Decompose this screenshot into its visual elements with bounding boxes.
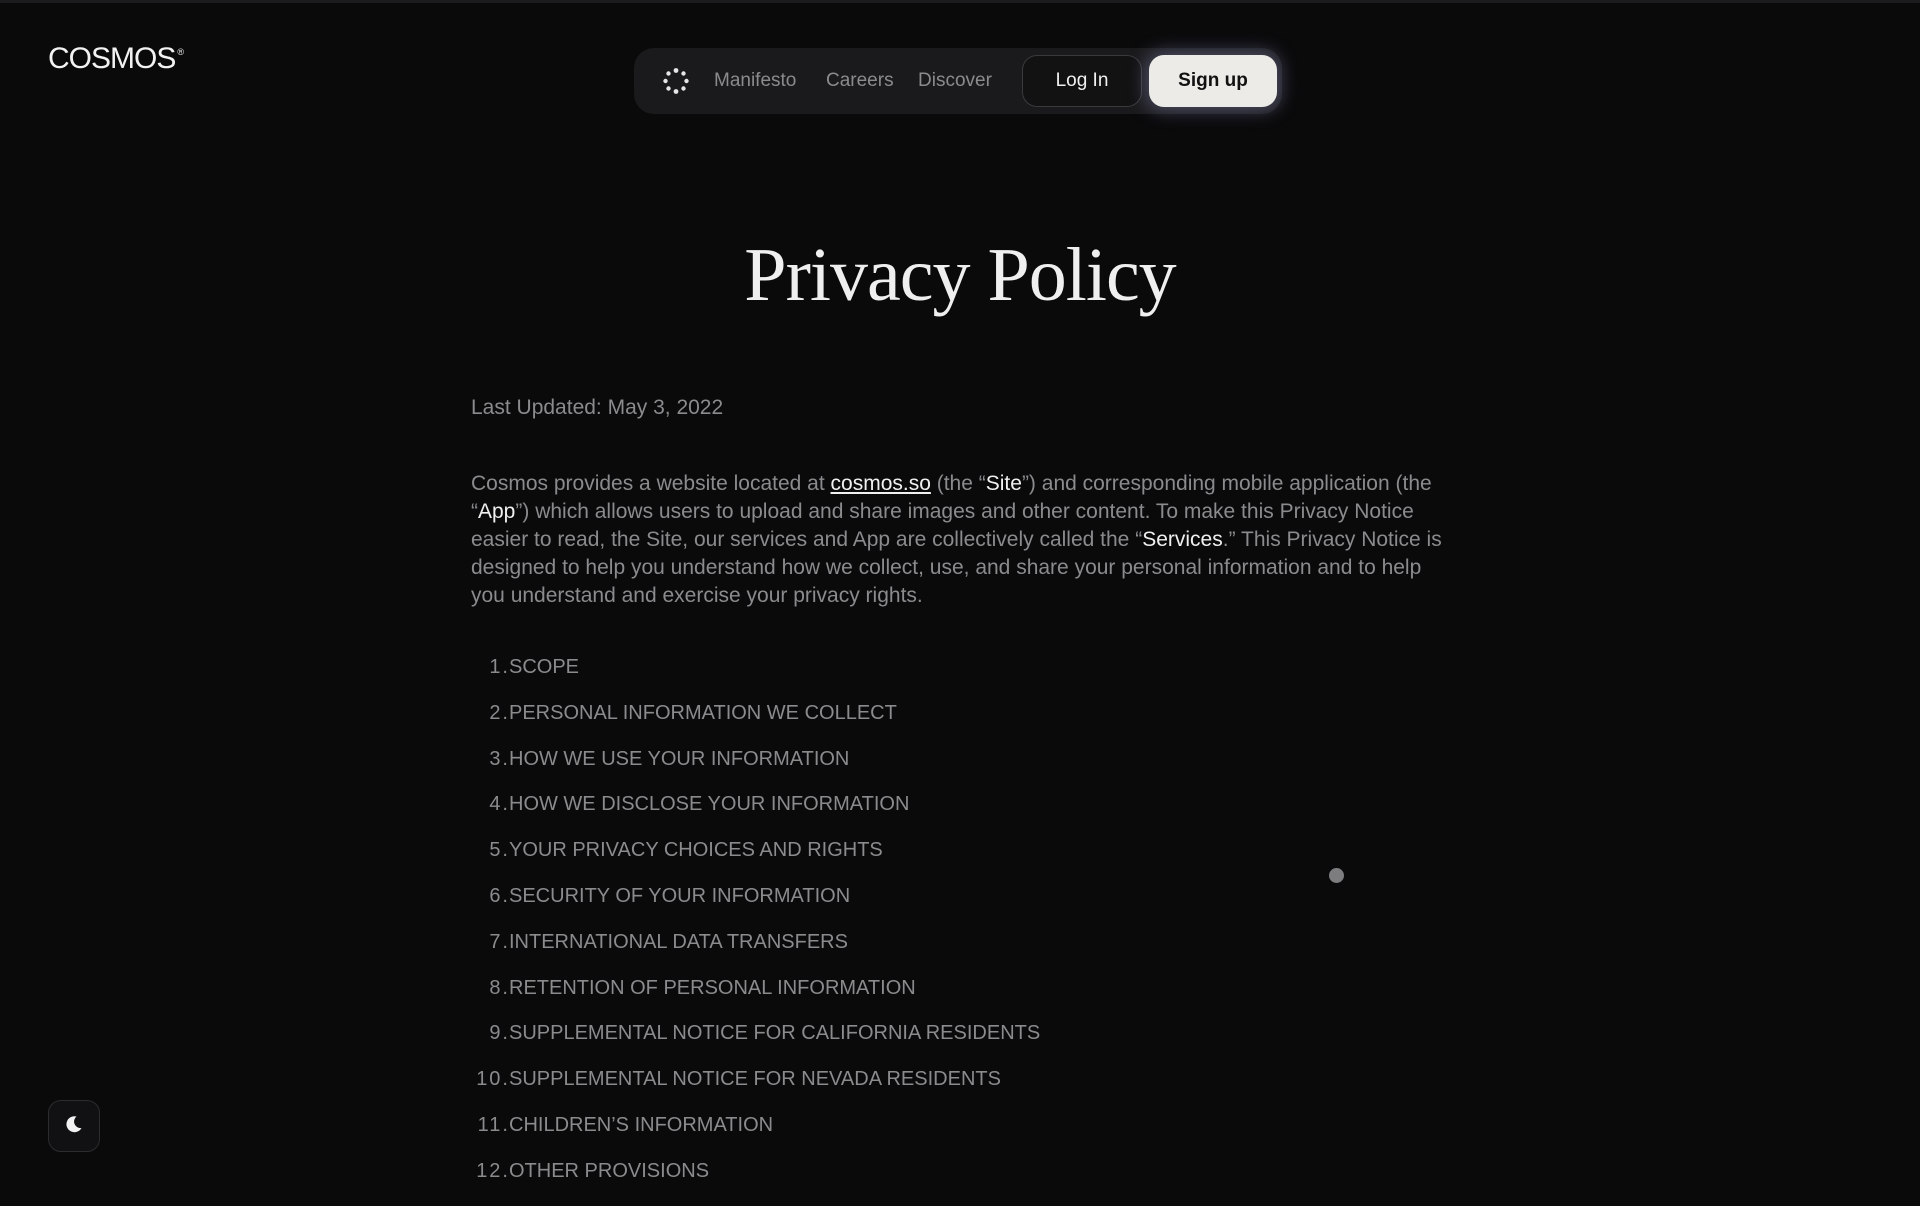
toc-item[interactable]: [440, 1068, 1240, 1114]
toc-item[interactable]: [440, 656, 1240, 702]
term-app: App: [478, 500, 516, 523]
term-services: Services: [1142, 528, 1223, 551]
brand-name: COSMOS: [48, 42, 176, 75]
toc-label: INTERNATIONAL DATA TRANSFERS: [509, 930, 848, 953]
toc-label: SECURITY OF YOUR INFORMATION: [509, 884, 851, 907]
last-updated: Last Updated: May 3, 2022: [471, 396, 724, 419]
toc-label: OTHER PROVISIONS: [509, 1159, 710, 1182]
toc-number: 3.: [489, 747, 510, 770]
intro-paragraph: [471, 470, 1451, 610]
toc-number: 9.: [489, 1022, 510, 1045]
registered-mark: ®: [177, 47, 184, 57]
intro-text: .” This Privacy Notice is designed to help you understand how we collect, use, and share your personal information and to help you understand and exercise your privacy rights.: [471, 528, 1442, 607]
toc-number: 7.: [489, 930, 510, 953]
toc-item[interactable]: [440, 885, 1240, 931]
cursor-dot: [1329, 868, 1344, 883]
toc-label: PERSONAL INFORMATION WE COLLECT: [509, 701, 897, 724]
top-nav: [634, 48, 1282, 114]
toc-number: 5.: [489, 839, 510, 862]
nav-link-careers[interactable]: Careers: [826, 70, 894, 91]
table-of-contents: [440, 656, 1240, 1206]
intro-text: Cosmos provides a website located at: [471, 472, 831, 495]
toc-label: CHILDREN’S INFORMATION: [509, 1113, 774, 1136]
term-site: Site: [985, 472, 1022, 495]
toc-item[interactable]: [440, 977, 1240, 1023]
toc-number: 11.: [477, 1113, 510, 1136]
toc-number: 10.: [476, 1068, 510, 1091]
login-button[interactable]: Log In: [1022, 55, 1142, 107]
toc-number: 4.: [489, 793, 510, 816]
toc-number: 12.: [476, 1159, 510, 1182]
toc-label: RETENTION OF PERSONAL INFORMATION: [509, 976, 916, 999]
nav-link-discover[interactable]: Discover: [918, 70, 992, 91]
intro-text: (the “: [930, 472, 986, 495]
intro-text: ”) and corresponding mobile application (the “: [471, 472, 1432, 523]
toc-item[interactable]: [440, 839, 1240, 885]
toc-label: HOW WE USE YOUR INFORMATION: [509, 747, 850, 770]
intro-text: ”) which allows users to upload and share images and other content. To make this Privacy Notice easier to read, the Site, our services and App are collectively called the “: [471, 500, 1414, 551]
moon-icon: [64, 1114, 84, 1139]
toc-label: SUPPLEMENTAL NOTICE FOR CALIFORNIA RESIDENTS: [509, 1022, 1041, 1045]
dots-circle-icon[interactable]: [662, 67, 690, 95]
toc-number: 6.: [489, 884, 510, 907]
toc-item[interactable]: [440, 1114, 1240, 1160]
toc-number: 1.: [489, 656, 510, 678]
toc-item[interactable]: [440, 702, 1240, 748]
toc-label: YOUR PRIVACY CHOICES AND RIGHTS: [509, 839, 883, 862]
toc-label: SUPPLEMENTAL NOTICE FOR NEVADA RESIDENTS: [509, 1068, 1001, 1091]
toc-number: 8.: [489, 976, 510, 999]
page-title: Privacy Policy: [744, 233, 1176, 317]
toc-item[interactable]: [440, 1022, 1240, 1068]
toc-label: HOW WE DISCLOSE YOUR INFORMATION: [509, 793, 910, 816]
theme-toggle-button[interactable]: [48, 1100, 100, 1152]
toc-number: 2.: [489, 701, 510, 724]
toc-item[interactable]: [440, 793, 1240, 839]
toc-item[interactable]: [440, 748, 1240, 794]
signup-button[interactable]: Sign up: [1149, 55, 1277, 107]
brand-logo[interactable]: [48, 42, 184, 76]
toc-item[interactable]: [440, 931, 1240, 977]
toc-item[interactable]: [440, 1160, 1240, 1206]
toc-label: SCOPE: [509, 656, 580, 678]
site-link[interactable]: cosmos.so: [830, 472, 931, 495]
nav-link-manifesto[interactable]: Manifesto: [714, 70, 797, 91]
top-border: [0, 0, 1920, 3]
